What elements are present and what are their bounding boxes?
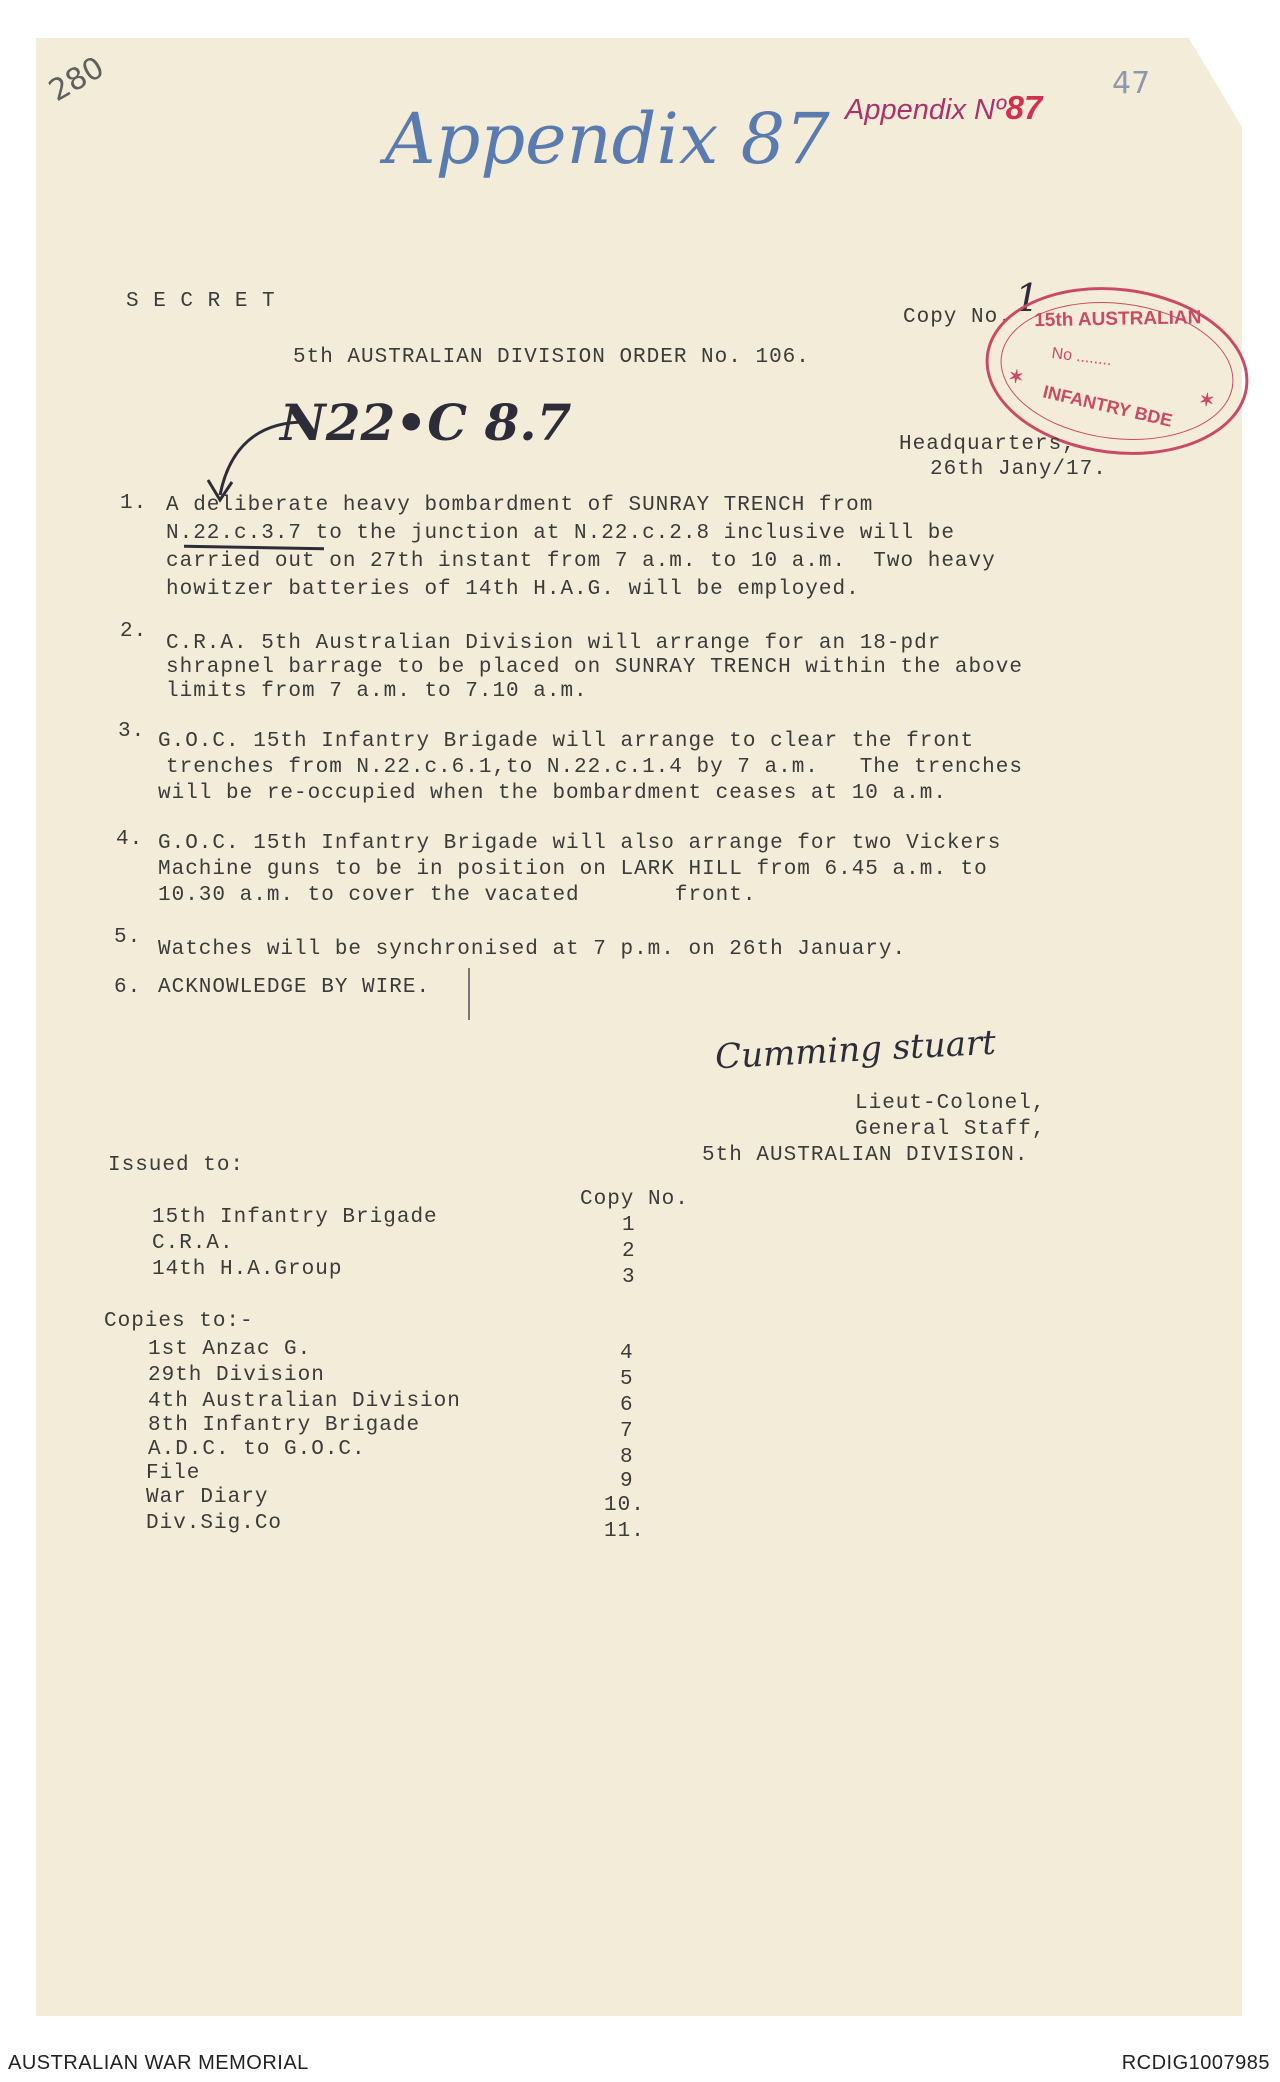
list-item: War Diary [146, 1486, 269, 1509]
paragraph-line: 10.30 a.m. to cover the vacated front. [158, 884, 757, 907]
paragraph-number: 2. [120, 620, 148, 643]
signature-unit: 5th AUSTRALIAN DIVISION. [702, 1144, 1029, 1167]
stamp-mid-text: No ........ [1050, 344, 1113, 370]
signature-role: General Staff, [855, 1118, 1046, 1141]
signature: Cumming stuart [714, 1022, 997, 1078]
list-item: C.R.A. [152, 1232, 234, 1255]
list-item: 29th Division [148, 1364, 325, 1387]
classification: S E C R E T [126, 290, 276, 313]
paragraph-line: C.R.A. 5th Australian Division will arrange for an 18-pdr [166, 632, 942, 655]
list-item-copy: 3 [622, 1266, 636, 1289]
list-item-copy: 4 [620, 1342, 634, 1365]
grid-reference-handwritten: N22•C 8.7 [280, 393, 572, 452]
list-item-copy: 1 [622, 1214, 636, 1237]
appendix-stamp-number: 87 [1005, 89, 1043, 126]
paragraph-line: Machine guns to be in position on LARK HILL from 6.45 a.m. to [158, 858, 988, 881]
list-item-copy: 7 [620, 1420, 634, 1443]
paragraph-line: shrapnel barrage to be placed on SUNRAY TRENCH within the above [166, 656, 1023, 679]
footer-archive-name: AUSTRALIAN WAR MEMORIAL [8, 2052, 309, 2074]
paragraph-line: trenches from N.22.c.6.1,to N.22.c.1.4 by 7 a.m. The trenches [166, 756, 1023, 779]
list-item-copy: 5 [620, 1368, 634, 1391]
stamp-star-left-icon: ✶ [1007, 365, 1025, 388]
stamp-top-text: 15th AUSTRALIAN [1034, 307, 1202, 332]
paragraph-line: G.O.C. 15th Infantry Brigade will also arrange for two Vickers [158, 832, 1002, 855]
paragraph-line: G.O.C. 15th Infantry Brigade will arrange to clear the front [158, 730, 975, 753]
list-item: 1st Anzac G. [148, 1338, 312, 1361]
list-item: File [146, 1462, 201, 1485]
issued-to-label: Issued to: [108, 1154, 245, 1177]
pencil-mark [468, 968, 470, 1020]
page-number: 47 [1112, 66, 1151, 101]
signature-rank: Lieut-Colonel, [855, 1092, 1046, 1115]
paragraph-line: Watches will be synchronised at 7 p.m. on 26th January. [158, 938, 907, 961]
list-item-copy: 6 [620, 1394, 634, 1417]
copies-to-label: Copies to:- [104, 1310, 254, 1333]
stamp-star-right-icon: ✶ [1197, 389, 1216, 411]
order-title: 5th AUSTRALIAN DIVISION ORDER No. 106. [293, 346, 810, 369]
paragraph-line: howitzer batteries of 14th H.A.G. will be employed. [166, 578, 860, 601]
list-item: 15th Infantry Brigade [152, 1206, 438, 1229]
paragraph-number: 5. [114, 926, 142, 949]
list-item-copy: 9 [620, 1470, 634, 1493]
list-item-copy: 11. [604, 1520, 645, 1543]
list-item-copy: 8 [620, 1446, 634, 1469]
list-item: A.D.C. to G.O.C. [148, 1438, 366, 1461]
paragraph-line: limits from 7 a.m. to 7.10 a.m. [166, 680, 588, 703]
list-item-copy: 10. [604, 1494, 645, 1517]
appendix-stamp [830, 56, 1042, 127]
list-item-copy: 2 [622, 1240, 636, 1263]
paragraph-line: A deliberate heavy bombardment of SUNRAY TRENCH from [166, 494, 874, 517]
copy-number-label: Copy No. [903, 306, 1012, 329]
hq-line-1: Headquarters, [899, 433, 1076, 456]
folio-number: 280 [43, 50, 111, 109]
paragraph-line: will be re-occupied when the bombardment ceases at 10 a.m. [158, 782, 947, 805]
footer-record-id: RCDIG1007985 [1121, 2052, 1270, 2074]
paragraph-number: 1. [120, 492, 148, 515]
copy-number-value: 1 [1015, 276, 1040, 320]
paragraph-line: N.22.c.3.7 to the junction at N.22.c.2.8 inclusive will be [166, 522, 955, 545]
appendix-stamp-label: Appendix Nº [845, 94, 1006, 126]
paragraph-number: 6. [114, 976, 142, 999]
appendix-handwritten: Appendix 87 [385, 98, 830, 180]
copy-no-header: Copy No. [580, 1188, 689, 1211]
paragraph-number: 4. [116, 828, 144, 851]
hq-line-2: 26th Jany/17. [930, 458, 1107, 481]
paragraph-line: ACKNOWLEDGE BY WIRE. [158, 976, 431, 999]
paragraph-number: 3. [118, 720, 146, 743]
list-item: 14th H.A.Group [152, 1258, 343, 1281]
stamp-bottom-text: INFANTRY BDE [1041, 381, 1175, 431]
list-item: 4th Australian Division [148, 1390, 461, 1413]
paragraph-line: carried out on 27th instant from 7 a.m. to 10 a.m. Two heavy [166, 550, 996, 573]
list-item: 8th Infantry Brigade [148, 1414, 421, 1437]
list-item: Div.Sig.Co [146, 1512, 283, 1535]
